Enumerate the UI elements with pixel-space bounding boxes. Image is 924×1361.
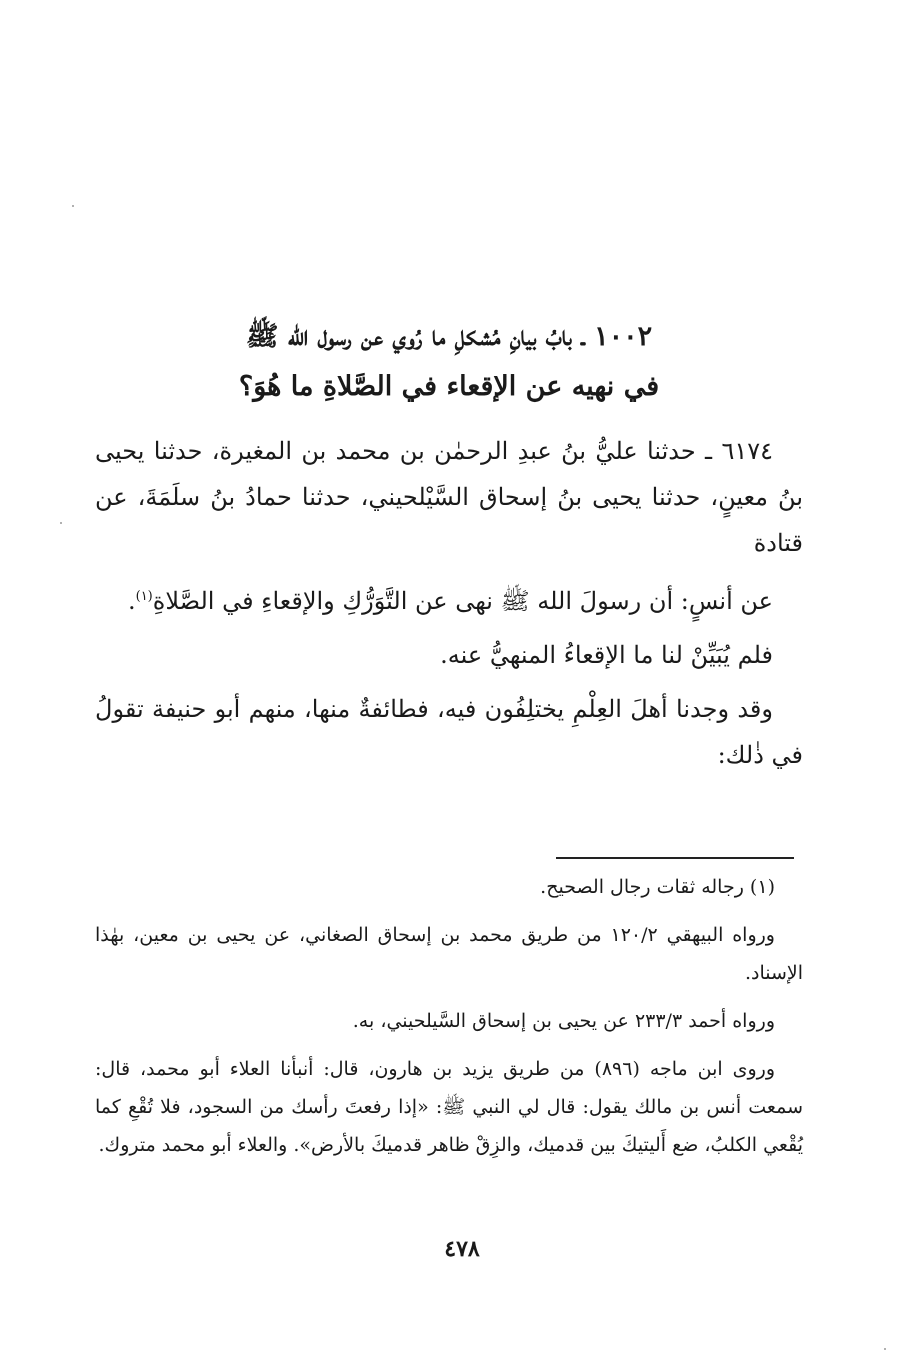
footnotes-section	[95, 868, 803, 1174]
hadith-matn-end: .	[127, 587, 136, 615]
hadith-matn-text: عن أنسٍ: أن رسولَ الله ﷺ نهى عن التَّوَرُّكِ والإقعاءِ في الصَّلاةِ	[152, 587, 773, 615]
main-text	[95, 428, 803, 786]
footnote-bayhaqi: ورواه البيهقي ١٢٠/٢ من طريق محمد بن إسحاق الصغاني، عن يحيى بن معين، بهٰذا الإسناد.	[95, 924, 803, 984]
chapter-title-line1: ١٠٠٢ ـ بابُ بيانِ مُشكلِ ما رُوي عن رسول الله ﷺ	[245, 321, 653, 352]
hadith-matn-paragraph	[95, 574, 803, 624]
footnote-separator	[556, 857, 794, 859]
scan-speck	[60, 522, 62, 524]
chapter-heading	[95, 312, 803, 412]
commentary-paragraph-2: وقد وجدنا أهلَ العِلْمِ يختلِفُون فيه، فطائفةٌ منها، منهم أبو حنيفة تقولُ في ذٰلك:	[95, 695, 803, 769]
hadith-isnad-paragraph: ٦١٧٤ ـ حدثنا عليُّ بنُ عبدِ الرحمٰن بن محمد بن المغيرة، حدثنا يحيى بنُ معينٍ، حدثنا يحيى بنُ إسحاق السَّيْلحيني، حدثنا حمادُ بنُ سلَمَةَ، عن قتادة	[95, 437, 803, 557]
page-number: ٤٧٨	[444, 1236, 480, 1262]
footnote-ibn-majah: وروى ابن ماجه (٨٩٦) من طريق يزيد بن هارون، قال: أنبأنا العلاء أبو محمد، قال: سمعت أنس بن مالك يقول: قال لي النبي ﷺ: «إذا رفعتَ رأسك من السجود، فلا تُقْعِ كما يُقْعي الكلبُ، ضع أَليتيكَ بين قدميك، والزِقْ ظاهر قدميكَ بالأرض». والعلاء أبو محمد متروك.	[95, 1058, 803, 1156]
commentary-paragraph: فلم يُبَيِّنْ لنا ما الإقعاءُ المنهيُّ عنه.	[440, 641, 773, 669]
scan-speck	[884, 1348, 886, 1350]
scan-speck	[72, 205, 74, 207]
footnote-1: (١) رجاله ثقات رجال الصحيح.	[540, 876, 775, 898]
chapter-title-line2: في نهيه عن الإقعاء في الصَّلاةِ ما هُوَ؟	[238, 371, 660, 402]
footnote-ahmad: ورواه أحمد ٢٣٣/٣ عن يحيى بن إسحاق السَّيلحيني، به.	[352, 1010, 775, 1032]
footnote-reference[interactable]: (١)	[135, 589, 153, 604]
